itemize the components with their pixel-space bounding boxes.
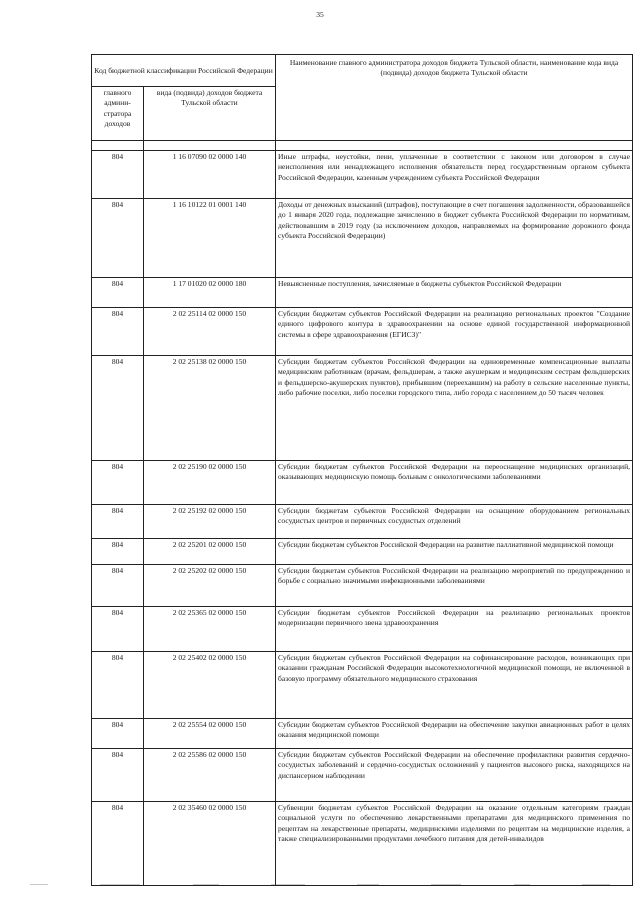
admin-code-cell: 804 [92,308,144,356]
admin-code-cell: 804 [92,278,144,308]
header-name-group: Наименование главного администратора доходов бюджета Тульской области, наименование кода вида (подвида) доходов бюджета Тульской области [276,55,633,141]
table-row [92,505,633,539]
income-name-cell: Субсидии бюджетам субъектов Российской Федерации на реализацию региональных проектов модернизации первичного звена здравоохранения [276,607,633,652]
income-name-cell: Субсидии бюджетам субъектов Российской Федерации на оснащение оборудованием региональных сосудистых центров и первичных сосудистых отделений [276,505,633,539]
table-row [92,802,633,886]
admin-code-cell: 804 [92,505,144,539]
income-name-cell: Субсидии бюджетам субъектов Российской Федерации на обеспечение закупки авиационных работ в целях оказания медицинской помощи [276,719,633,749]
admin-code-cell: 804 [92,461,144,505]
budget-classification-table [91,54,633,886]
gap-cell-admin [92,141,144,151]
table-row [92,278,633,308]
table-row [92,308,633,356]
gap-cell-name [276,141,633,151]
table-row [92,199,633,278]
table-row [92,539,633,565]
table-row [92,719,633,749]
page-number: 35 [316,10,324,19]
income-code-cell: 2 02 25114 02 0000 150 [144,308,276,356]
admin-code-cell: 804 [92,749,144,802]
table-row [92,461,633,505]
admin-code-cell: 804 [92,565,144,607]
table-row [92,151,633,199]
income-code-cell: 2 02 25202 02 0000 150 [144,565,276,607]
income-name-cell: Иные штрафы, неустойки, пени, уплаченные в соответствии с законом или договором в случае неисполнения или ненадлежащего исполнения обязательств перед государственным органом субъекта Российской Федерации, казенным учреждением субъекта Российской Федерации [276,151,633,199]
income-code-cell: 2 02 25190 02 0000 150 [144,461,276,505]
scan-artifacts [30,884,610,888]
header-admin-col: главного админи-стратора доходов [92,87,144,141]
table-row [92,749,633,802]
admin-code-cell: 804 [92,356,144,461]
gap-cell-code [144,141,276,151]
admin-code-cell: 804 [92,539,144,565]
header-code-group: Код бюджетной классификации Российской Федерации [92,55,276,87]
table-row [92,652,633,719]
income-code-cell: 2 02 25402 02 0000 150 [144,652,276,719]
income-name-cell: Субсидии бюджетам субъектов Российской Федерации на реализацию региональных проектов "Создание единого цифрового контура в здравоохранении на основе единой государственной информационной системы в сфере здравоохранения (ЕГИСЗ)" [276,308,633,356]
income-name-cell: Невыясненные поступления, зачисляемые в бюджеты субъектов Российской Федерации [276,278,633,308]
income-name-cell: Субсидии бюджетам субъектов Российской Федерации на развитие паллиативной медицинской помощи [276,539,633,565]
income-name-cell: Доходы от денежных взысканий (штрафов), поступающие в счет погашения задолженности, образовавшейся до 1 января 2020 года, подлежащие зачислению в бюджет субъекта Российской Федерации по нормативам, действовавшим в 2019 году (за исключением доходов, направляемых на формирование дорожного фонда субъекта Российской Федерации) [276,199,633,278]
income-code-cell: 2 02 25201 02 0000 150 [144,539,276,565]
income-code-cell: 2 02 25586 02 0000 150 [144,749,276,802]
income-code-cell: 1 16 07090 02 0000 140 [144,151,276,199]
income-code-cell: 2 02 25192 02 0000 150 [144,505,276,539]
table-row [92,565,633,607]
income-code-cell: 2 02 25554 02 0000 150 [144,719,276,749]
income-code-cell: 2 02 25138 02 0000 150 [144,356,276,461]
admin-code-cell: 804 [92,719,144,749]
income-code-cell: 2 02 35460 02 0000 150 [144,802,276,886]
table-row [92,607,633,652]
table-row [92,356,633,461]
admin-code-cell: 804 [92,199,144,278]
income-name-cell: Субсидии бюджетам субъектов Российской Федерации на реализацию мероприятий по предупреждению и борьбе с социально значимыми инфекционными заболеваниями [276,565,633,607]
income-name-cell: Субсидии бюджетам субъектов Российской Федерации на обеспечение профилактики развития сердечно-сосудистых заболеваний и сердечно-сосудистых осложнений у пациентов высокого риска, находящихся на диспансерном наблюдении [276,749,633,802]
header-row-group [92,55,633,87]
income-name-cell: Субсидии бюджетам субъектов Российской Федерации на переоснащение медицинских организаций, оказывающих медицинскую помощь больным с онкологическими заболеваниями [276,461,633,505]
income-name-cell: Субсидии бюджетам субъектов Российской Федерации на софинансирование расходов, возникающих при оказании гражданам Российской Федерации высокотехнологичной медицинской помощи, не включенной в базовую программу обязательного медицинского страхования [276,652,633,719]
admin-code-cell: 804 [92,607,144,652]
income-code-cell: 2 02 25365 02 0000 150 [144,607,276,652]
income-code-cell: 1 16 10122 01 0001 140 [144,199,276,278]
income-code-cell: 1 17 01020 02 0000 180 [144,278,276,308]
admin-code-cell: 804 [92,802,144,886]
header-gap-row [92,141,633,151]
income-name-cell: Субсидии бюджетам субъектов Российской Федерации на единовременные компенсационные выплаты медицинским работникам (врачам, фельдшерам, а также акушеркам и медицинским сестрам фельдшерских и фельдшерско-акушерских пунктов), прибывшим (переехавшим) на работу в сельские населенные пункты, либо рабочие поселки, либо поселки городского типа, либо города с населением до 50 тысяч человек [276,356,633,461]
header-code-col: вида (подвида) доходов бюджета Тульской области [144,87,276,141]
income-name-cell: Субвенции бюджетам субъектов Российской Федерации на оказание отдельным категориям граждан социальной услуги по обеспечению лекарственными препаратами для медицинского применения по рецептам на лекарственные препараты, медицинскими изделиями по рецептам на медицинские изделия, а также специализированными продуктами лечебного питания для детей-инвалидов [276,802,633,886]
admin-code-cell: 804 [92,652,144,719]
admin-code-cell: 804 [92,151,144,199]
